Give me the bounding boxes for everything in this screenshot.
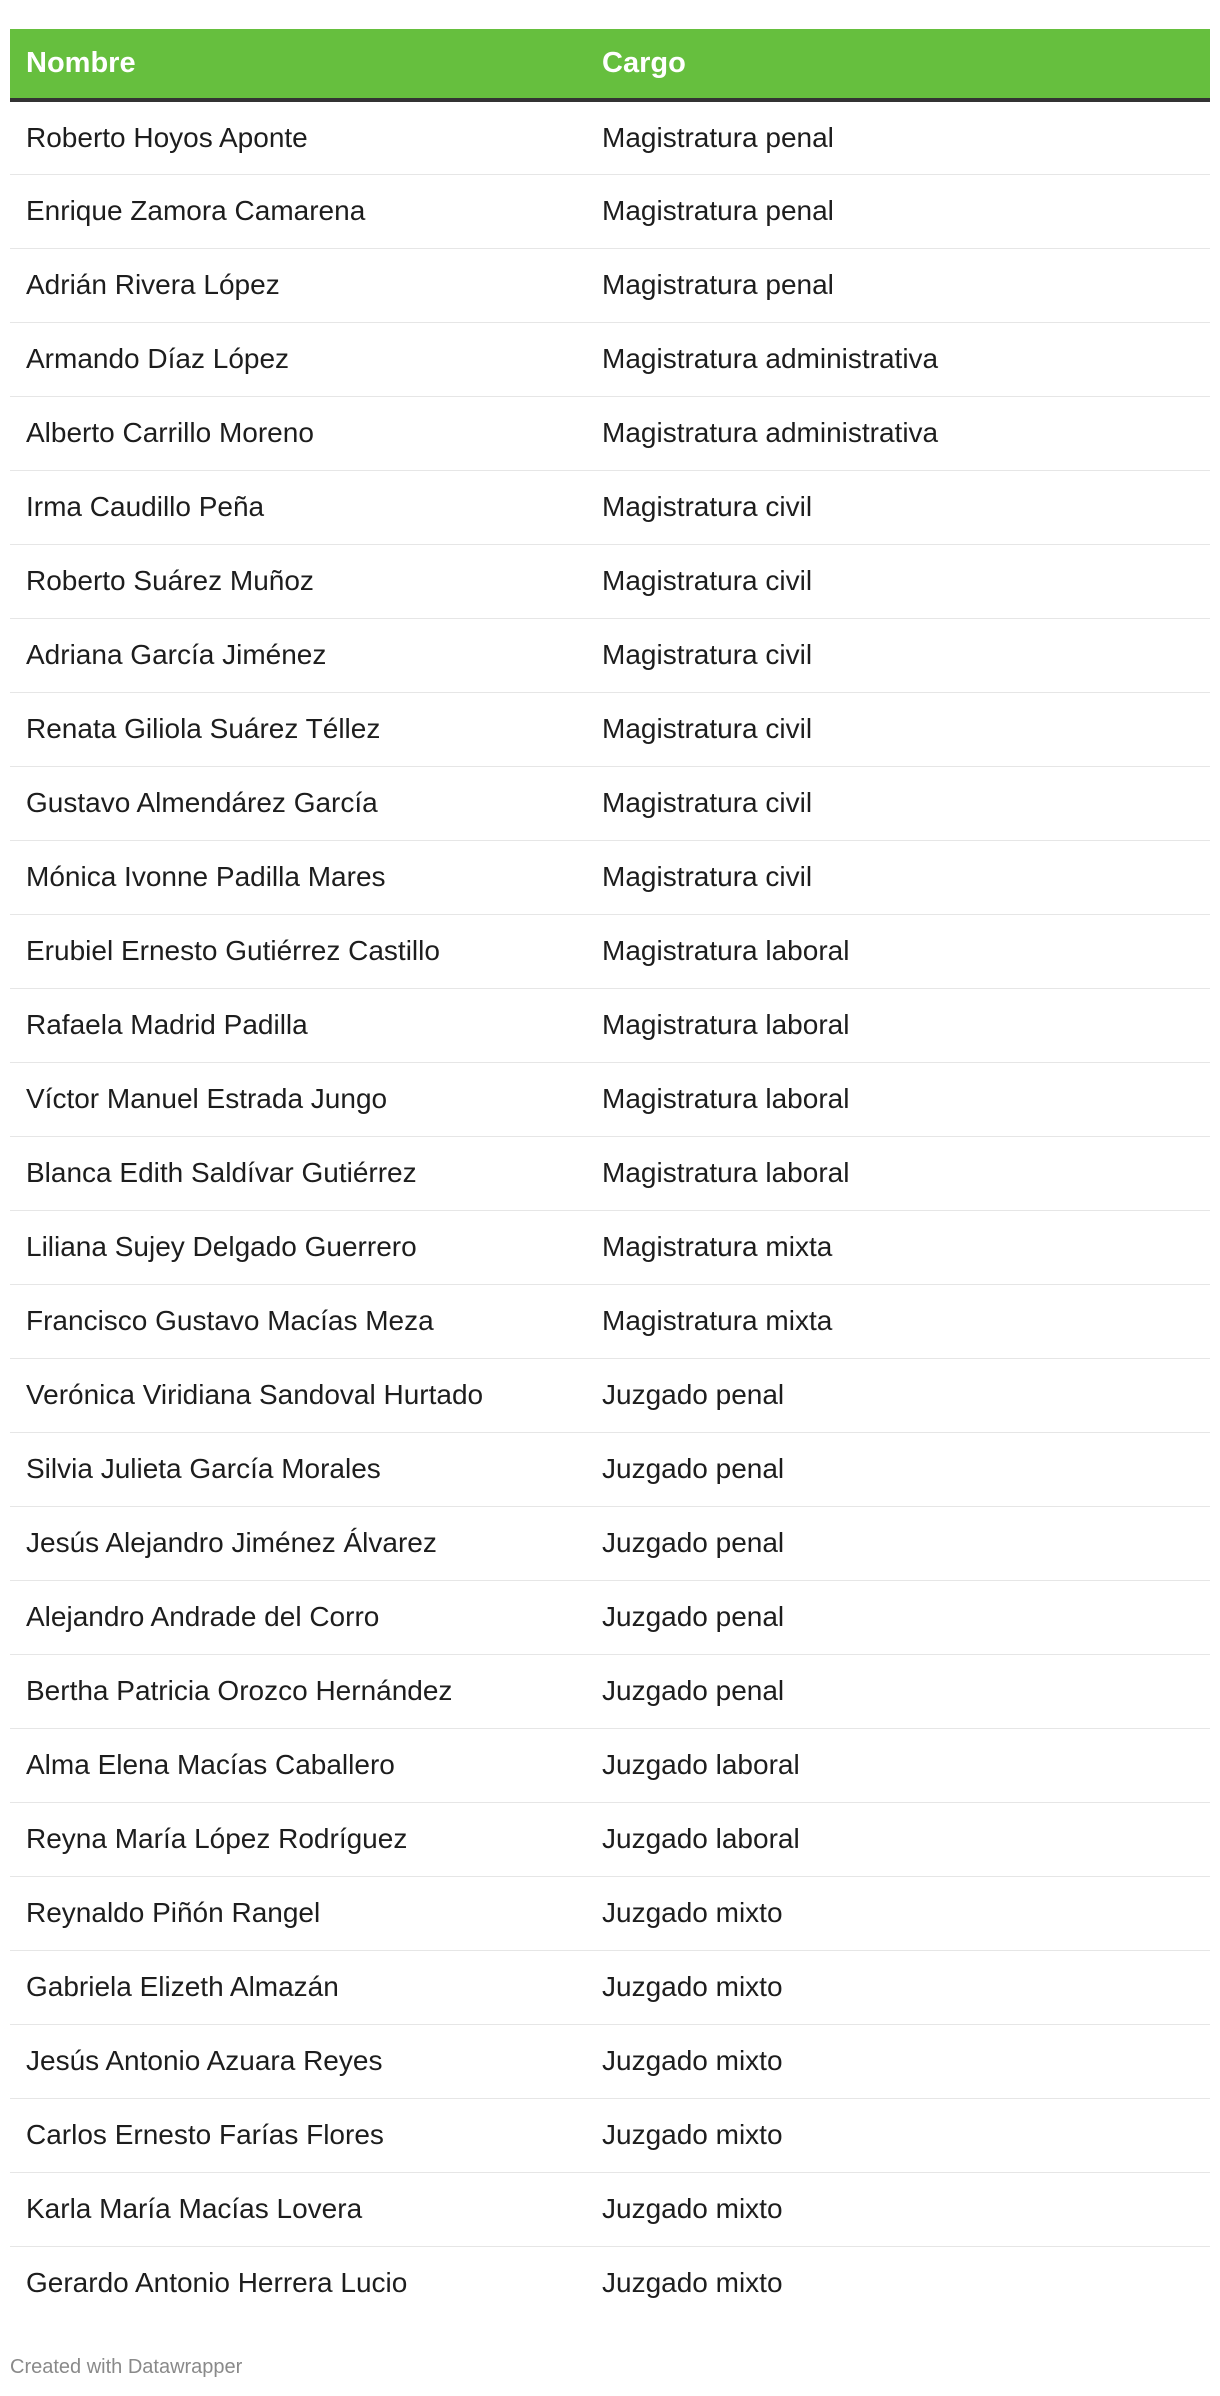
footer-credit: Created with Datawrapper bbox=[10, 2356, 243, 2378]
cell-nombre: Alberto Carrillo Moreno bbox=[10, 396, 586, 470]
table-row bbox=[10, 1136, 1210, 1210]
cell-cargo: Juzgado mixto bbox=[586, 2098, 1210, 2172]
cell-cargo: Juzgado mixto bbox=[586, 2024, 1210, 2098]
cell-cargo: Magistratura civil bbox=[586, 544, 1210, 618]
cell-nombre: Liliana Sujey Delgado Guerrero bbox=[10, 1210, 586, 1284]
table-body bbox=[10, 100, 1210, 2320]
table-row bbox=[10, 174, 1210, 248]
cell-cargo: Magistratura laboral bbox=[586, 988, 1210, 1062]
cell-nombre: Jesús Antonio Azuara Reyes bbox=[10, 2024, 586, 2098]
cell-nombre: Adriana García Jiménez bbox=[10, 618, 586, 692]
header-row bbox=[10, 29, 1210, 100]
cell-cargo: Magistratura administrativa bbox=[586, 396, 1210, 470]
table-row bbox=[10, 1358, 1210, 1432]
table-row bbox=[10, 322, 1210, 396]
cell-cargo: Juzgado penal bbox=[586, 1580, 1210, 1654]
cell-cargo: Juzgado mixto bbox=[602, 2267, 783, 2299]
table-row bbox=[10, 100, 1210, 174]
table-row bbox=[10, 1062, 1210, 1136]
cell-nombre: Gerardo Antonio Herrera Lucio bbox=[26, 2267, 408, 2299]
table-row bbox=[10, 840, 1210, 914]
cell-cargo: Juzgado penal bbox=[586, 1506, 1210, 1580]
table-row bbox=[10, 766, 1210, 840]
table-row bbox=[10, 2098, 1210, 2172]
cell-cargo: Juzgado laboral bbox=[586, 1728, 1210, 1802]
table-row bbox=[10, 2246, 1210, 2320]
table-row bbox=[10, 248, 1210, 322]
cell-nombre: Alejandro Andrade del Corro bbox=[10, 1580, 586, 1654]
table-row bbox=[10, 2024, 1210, 2098]
cell-cargo: Magistratura civil bbox=[586, 840, 1210, 914]
cell-nombre: Roberto Suárez Muñoz bbox=[10, 544, 586, 618]
cell-nombre: Reynaldo Piñón Rangel bbox=[10, 1876, 586, 1950]
cell-nombre: Mónica Ivonne Padilla Mares bbox=[10, 840, 586, 914]
data-table bbox=[10, 29, 1210, 2320]
column-header-cargo[interactable]: Cargo bbox=[586, 29, 1210, 100]
table-row bbox=[10, 692, 1210, 766]
table-row bbox=[10, 1580, 1210, 1654]
cell-cargo: Magistratura mixta bbox=[586, 1210, 1210, 1284]
cell-cargo: Juzgado laboral bbox=[586, 1802, 1210, 1876]
cell-nombre: Bertha Patricia Orozco Hernández bbox=[10, 1654, 586, 1728]
table-row bbox=[10, 1210, 1210, 1284]
cell-cargo: Magistratura laboral bbox=[586, 1062, 1210, 1136]
table-row bbox=[10, 1802, 1210, 1876]
table-row bbox=[10, 988, 1210, 1062]
cell-nombre: Adrián Rivera López bbox=[10, 248, 586, 322]
cell-nombre: Erubiel Ernesto Gutiérrez Castillo bbox=[10, 914, 586, 988]
cell-nombre: Karla María Macías Lovera bbox=[10, 2172, 586, 2246]
cell-cargo: Juzgado mixto bbox=[586, 1876, 1210, 1950]
cell-cargo: Juzgado penal bbox=[586, 1432, 1210, 1506]
table-row bbox=[10, 470, 1210, 544]
table-row bbox=[10, 914, 1210, 988]
cell-nombre: Jesús Alejandro Jiménez Álvarez bbox=[10, 1506, 586, 1580]
cell-nombre: Armando Díaz López bbox=[10, 322, 586, 396]
table-row bbox=[10, 1654, 1210, 1728]
table-row bbox=[10, 618, 1210, 692]
cell-nombre: Gustavo Almendárez García bbox=[10, 766, 586, 840]
cell-nombre: Renata Giliola Suárez Téllez bbox=[10, 692, 586, 766]
cell-cargo: Magistratura mixta bbox=[586, 1284, 1210, 1358]
table-row bbox=[10, 544, 1210, 618]
cell-cargo: Juzgado mixto bbox=[586, 1950, 1210, 2024]
cell-cargo: Magistratura penal bbox=[586, 100, 1210, 174]
table-row bbox=[10, 2172, 1210, 2246]
column-header-nombre[interactable]: Nombre bbox=[10, 29, 586, 100]
cell-cargo: Magistratura civil bbox=[586, 692, 1210, 766]
cell-cargo: Magistratura laboral bbox=[586, 1136, 1210, 1210]
cell-nombre: Francisco Gustavo Macías Meza bbox=[10, 1284, 586, 1358]
cell-cargo: Magistratura laboral bbox=[586, 914, 1210, 988]
cell-nombre: Carlos Ernesto Farías Flores bbox=[10, 2098, 586, 2172]
cell-nombre: Reyna María López Rodríguez bbox=[10, 1802, 586, 1876]
cell-nombre: Roberto Hoyos Aponte bbox=[10, 100, 586, 174]
cell-nombre: Alma Elena Macías Caballero bbox=[10, 1728, 586, 1802]
cell-cargo: Magistratura civil bbox=[586, 766, 1210, 840]
cell-cargo: Juzgado penal bbox=[586, 1654, 1210, 1728]
cell-cargo: Juzgado mixto bbox=[586, 2172, 1210, 2246]
cell-cargo: Magistratura civil bbox=[586, 618, 1210, 692]
cell-cargo: Magistratura administrativa bbox=[586, 322, 1210, 396]
cell-nombre: Enrique Zamora Camarena bbox=[10, 174, 586, 248]
cell-cargo: Magistratura civil bbox=[586, 470, 1210, 544]
table-row bbox=[10, 1728, 1210, 1802]
cell-nombre: Víctor Manuel Estrada Jungo bbox=[10, 1062, 586, 1136]
cell-nombre: Rafaela Madrid Padilla bbox=[10, 988, 586, 1062]
cell-nombre: Gabriela Elizeth Almazán bbox=[10, 1950, 586, 2024]
cell-cargo: Magistratura penal bbox=[586, 248, 1210, 322]
table-row bbox=[10, 1284, 1210, 1358]
cell-nombre: Blanca Edith Saldívar Gutiérrez bbox=[10, 1136, 586, 1210]
cell-nombre: Silvia Julieta García Morales bbox=[10, 1432, 586, 1506]
table-header bbox=[10, 29, 1210, 100]
table-row bbox=[10, 396, 1210, 470]
cell-cargo: Magistratura penal bbox=[586, 174, 1210, 248]
table-row bbox=[10, 1876, 1210, 1950]
cell-cargo: Juzgado penal bbox=[586, 1358, 1210, 1432]
table-row bbox=[10, 1950, 1210, 2024]
cell-nombre: Irma Caudillo Peña bbox=[10, 470, 586, 544]
cell-nombre: Verónica Viridiana Sandoval Hurtado bbox=[10, 1358, 586, 1432]
table-row bbox=[10, 1432, 1210, 1506]
table-row bbox=[10, 1506, 1210, 1580]
